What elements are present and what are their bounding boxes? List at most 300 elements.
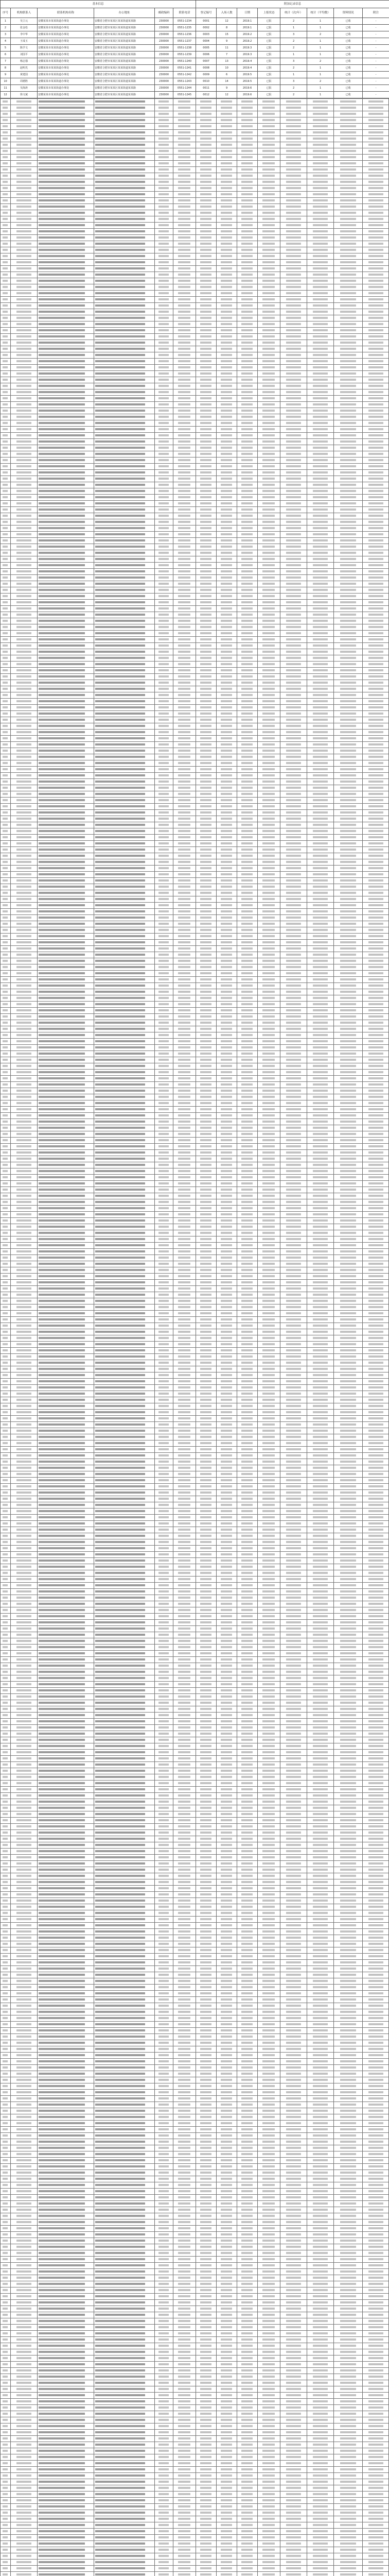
illegible-cell-text <box>221 1708 232 1710</box>
illegible-cell-text <box>340 898 356 900</box>
illegible-cell-text <box>178 1034 190 1036</box>
illegible-cell-text <box>221 1170 232 1172</box>
illegible-cell-text <box>262 342 275 344</box>
illegible-cell-text <box>241 1034 253 1036</box>
illegible-cell-text <box>158 335 169 337</box>
illegible-cell-text <box>200 1968 211 1970</box>
illegible-cell-text <box>221 1343 232 1345</box>
illegible-cell-text <box>241 1825 253 1827</box>
illegible-cell-text <box>340 1961 356 1963</box>
illegible-cell-text <box>340 1986 356 1988</box>
table-cell-reg: 0006 <box>196 52 217 58</box>
table-cell-phone: 0551-1241 <box>173 65 196 72</box>
illegible-cell-text <box>241 743 253 745</box>
illegible-cell-text <box>221 632 232 634</box>
illegible-cell-text <box>178 1374 190 1376</box>
illegible-cell-text <box>16 589 31 591</box>
illegible-cell-text <box>241 558 253 560</box>
illegible-cell-text <box>241 428 253 430</box>
illegible-cell-text <box>158 669 169 671</box>
illegible-cell-text <box>3 805 8 807</box>
illegible-cell-text <box>16 1782 31 1784</box>
illegible-cell-text <box>3 1974 8 1976</box>
illegible-cell-text <box>39 861 85 863</box>
illegible-cell-text <box>200 787 211 789</box>
illegible-cell-text <box>241 1665 253 1667</box>
illegible-cell-text <box>221 478 232 480</box>
illegible-cell-text <box>368 645 383 647</box>
illegible-cell-text <box>200 1226 211 1228</box>
illegible-cell-text <box>200 1022 211 1024</box>
illegible-cell-text <box>313 249 328 251</box>
illegible-cell-text <box>39 966 85 968</box>
illegible-cell-text <box>221 199 232 201</box>
illegible-cell-text <box>158 1930 169 1933</box>
illegible-cell-text <box>200 212 211 214</box>
illegible-cell-text <box>286 1794 301 1797</box>
grid-row-line <box>0 1984 389 1985</box>
illegible-cell-text <box>221 997 232 999</box>
illegible-cell-text <box>95 1090 145 1092</box>
illegible-cell-text <box>286 675 301 677</box>
illegible-cell-text <box>158 688 169 690</box>
table-cell-note: - <box>363 31 389 38</box>
illegible-cell-text <box>313 1535 328 1537</box>
illegible-cell-text <box>313 682 328 684</box>
illegible-cell-text <box>286 1584 301 1586</box>
illegible-cell-text <box>221 972 232 974</box>
illegible-cell-text <box>158 694 169 696</box>
illegible-cell-text <box>95 1300 145 1302</box>
illegible-cell-text <box>178 564 190 566</box>
grid-row-line <box>0 98 389 99</box>
illegible-cell-text <box>158 675 169 677</box>
illegible-cell-text <box>221 317 232 319</box>
table-cell-org: 安徽某某市某某街道办事处 <box>38 85 94 92</box>
illegible-cell-text <box>200 1819 211 1821</box>
illegible-cell-text <box>241 1844 253 1846</box>
illegible-cell-text <box>262 298 275 300</box>
illegible-cell-text <box>3 904 8 906</box>
illegible-cell-text <box>95 440 145 443</box>
illegible-cell-text <box>286 2023 301 2025</box>
illegible-cell-text <box>95 1986 145 1988</box>
illegible-cell-text <box>39 1145 85 1147</box>
illegible-cell-text <box>340 2054 356 2056</box>
illegible-cell-text <box>221 682 232 684</box>
illegible-cell-text <box>200 533 211 535</box>
illegible-cell-text <box>313 1615 328 1617</box>
illegible-cell-text <box>241 1083 253 1086</box>
illegible-cell-text <box>286 138 301 140</box>
illegible-cell-text <box>200 509 211 511</box>
illegible-cell-text <box>158 100 169 103</box>
grid-row-line <box>0 605 389 606</box>
illegible-cell-text <box>313 199 328 201</box>
illegible-cell-text <box>221 1374 232 1376</box>
illegible-cell-text <box>158 243 169 245</box>
illegible-cell-text <box>262 737 275 739</box>
illegible-cell-text <box>313 1485 328 1487</box>
illegible-cell-text <box>16 1423 31 1426</box>
illegible-cell-text <box>39 1189 85 1191</box>
illegible-cell-text <box>95 1881 145 1883</box>
column-header: 办公地址 <box>94 8 155 18</box>
illegible-cell-text <box>368 657 383 659</box>
illegible-cell-text <box>340 917 356 919</box>
illegible-cell-text <box>39 1578 85 1580</box>
illegible-cell-text <box>3 1374 8 1376</box>
illegible-cell-text <box>95 688 145 690</box>
illegible-cell-text <box>262 595 275 597</box>
illegible-cell-text <box>286 842 301 844</box>
illegible-cell-text <box>286 1362 301 1364</box>
table-cell-addr: 安徽省合肥市某某区某某街道某某路 <box>94 52 155 58</box>
illegible-cell-text <box>368 799 383 801</box>
illegible-cell-text <box>3 1121 8 1123</box>
illegible-cell-text <box>3 434 8 436</box>
illegible-cell-text <box>95 1436 145 1438</box>
illegible-cell-text <box>200 626 211 628</box>
illegible-cell-text <box>158 1937 169 1939</box>
illegible-cell-text <box>286 2042 301 2044</box>
illegible-cell-text <box>95 614 145 616</box>
illegible-cell-text <box>313 626 328 628</box>
illegible-cell-text <box>16 1201 31 1203</box>
illegible-cell-text <box>241 638 253 640</box>
illegible-cell-text <box>368 329 383 331</box>
illegible-cell-text <box>39 304 85 307</box>
table-cell-phone: 0551-1238 <box>173 45 196 52</box>
illegible-cell-text <box>3 1609 8 1611</box>
table-cell-contact: 黄建国 <box>11 72 38 78</box>
illegible-cell-text <box>16 966 31 968</box>
illegible-cell-text <box>368 719 383 721</box>
illegible-cell-text <box>368 564 383 566</box>
grid-row-line <box>0 1848 389 1849</box>
illegible-cell-text <box>313 100 328 103</box>
illegible-cell-text <box>262 162 275 164</box>
illegible-cell-text <box>3 1900 8 1902</box>
illegible-cell-text <box>262 1386 275 1388</box>
illegible-cell-text <box>241 527 253 529</box>
illegible-cell-text <box>158 1986 169 1988</box>
illegible-cell-text <box>340 311 356 313</box>
illegible-cell-text <box>200 818 211 820</box>
grid-row-line <box>0 537 389 538</box>
illegible-cell-text <box>262 1770 275 1772</box>
illegible-cell-text <box>262 706 275 708</box>
illegible-cell-text <box>200 342 211 344</box>
illegible-cell-text <box>39 131 85 133</box>
illegible-cell-text <box>241 1219 253 1222</box>
illegible-cell-text <box>16 1869 31 1871</box>
illegible-cell-text <box>16 428 31 430</box>
illegible-cell-text <box>158 1492 169 1494</box>
illegible-cell-text <box>16 1362 31 1364</box>
illegible-cell-text <box>3 589 8 591</box>
illegible-cell-text <box>340 1560 356 1562</box>
illegible-cell-text <box>241 521 253 523</box>
illegible-cell-text <box>39 1257 85 1259</box>
illegible-cell-text <box>286 1300 301 1302</box>
illegible-cell-text <box>200 168 211 171</box>
illegible-cell-text <box>200 1615 211 1617</box>
illegible-cell-text <box>178 236 190 239</box>
illegible-cell-text <box>368 1244 383 1246</box>
table-cell-status: 已报 <box>258 78 280 85</box>
illegible-cell-text <box>158 713 169 715</box>
illegible-cell-text <box>286 453 301 455</box>
illegible-cell-text <box>241 416 253 418</box>
illegible-cell-text <box>221 267 232 269</box>
illegible-cell-text <box>313 280 328 282</box>
illegible-cell-text <box>286 731 301 733</box>
illegible-cell-text <box>262 1102 275 1104</box>
illegible-cell-text <box>158 638 169 640</box>
illegible-cell-text <box>286 743 301 745</box>
illegible-cell-text <box>95 1492 145 1494</box>
illegible-cell-text <box>95 589 145 591</box>
illegible-cell-text <box>178 879 190 882</box>
illegible-cell-text <box>95 218 145 220</box>
illegible-cell-text <box>95 577 145 579</box>
illegible-cell-text <box>286 793 301 795</box>
illegible-cell-text <box>340 1838 356 1840</box>
illegible-cell-text <box>368 1003 383 1005</box>
illegible-cell-text <box>340 731 356 733</box>
illegible-cell-text <box>368 1640 383 1642</box>
illegible-cell-text <box>241 1869 253 1871</box>
table-cell-doc: 已收 <box>334 52 363 58</box>
illegible-cell-text <box>158 168 169 171</box>
illegible-cell-text <box>368 1374 383 1376</box>
illegible-cell-text <box>16 811 31 814</box>
illegible-cell-text <box>158 861 169 863</box>
illegible-cell-text <box>3 595 8 597</box>
illegible-cell-text <box>340 1467 356 1469</box>
illegible-cell-text <box>368 1516 383 1518</box>
illegible-cell-text <box>158 360 169 362</box>
grid-column-line <box>154 98 155 2576</box>
illegible-cell-text <box>313 150 328 152</box>
illegible-cell-text <box>286 1937 301 1939</box>
illegible-cell-text <box>221 1003 232 1005</box>
illegible-cell-text <box>313 459 328 461</box>
illegible-cell-text <box>16 1300 31 1302</box>
illegible-cell-text <box>241 212 253 214</box>
illegible-cell-text <box>286 632 301 634</box>
illegible-cell-text <box>241 1448 253 1450</box>
illegible-cell-text <box>158 879 169 882</box>
illegible-cell-text <box>221 206 232 208</box>
table-cell-reg: 0007 <box>196 58 217 65</box>
illegible-cell-text <box>39 1300 85 1302</box>
illegible-cell-text <box>368 855 383 857</box>
table-cell-freq: 2 <box>280 45 307 52</box>
illegible-cell-text <box>340 589 356 591</box>
illegible-cell-text <box>340 1566 356 1568</box>
illegible-cell-text <box>200 156 211 158</box>
illegible-cell-text <box>340 1887 356 1889</box>
illegible-cell-text <box>39 1158 85 1160</box>
illegible-cell-text <box>286 1887 301 1889</box>
illegible-cell-text <box>313 713 328 715</box>
illegible-cell-text <box>95 1535 145 1537</box>
illegible-cell-text <box>16 224 31 226</box>
illegible-cell-text <box>241 385 253 387</box>
illegible-cell-text <box>221 119 232 121</box>
illegible-cell-text <box>39 1423 85 1426</box>
illegible-cell-text <box>3 447 8 449</box>
illegible-cell-text <box>200 849 211 851</box>
illegible-cell-text <box>3 1498 8 1500</box>
illegible-cell-text <box>16 1318 31 1320</box>
illegible-cell-text <box>368 1658 383 1660</box>
illegible-cell-text <box>200 125 211 127</box>
illegible-cell-text <box>39 1083 85 1086</box>
illegible-cell-text <box>340 1090 356 1092</box>
illegible-cell-text <box>368 947 383 950</box>
illegible-cell-text <box>262 1510 275 1512</box>
illegible-cell-text <box>16 1454 31 1456</box>
illegible-cell-text <box>178 1578 190 1580</box>
illegible-cell-text <box>313 1751 328 1753</box>
table-cell-count: 12 <box>217 92 237 98</box>
illegible-cell-text <box>262 193 275 195</box>
illegible-cell-text <box>200 243 211 245</box>
illegible-cell-text <box>221 1726 232 1728</box>
illegible-cell-text <box>16 1498 31 1500</box>
illegible-cell-text <box>262 1201 275 1203</box>
illegible-cell-text <box>39 1788 85 1790</box>
illegible-cell-text <box>158 1213 169 1215</box>
illegible-cell-text <box>95 236 145 239</box>
illegible-cell-text <box>16 607 31 609</box>
illegible-cell-text <box>16 849 31 851</box>
illegible-cell-text <box>313 830 328 832</box>
illegible-cell-text <box>95 1634 145 1636</box>
illegible-cell-text <box>286 428 301 430</box>
illegible-cell-text <box>200 768 211 770</box>
illegible-cell-text <box>368 453 383 455</box>
illegible-cell-text <box>200 1158 211 1160</box>
illegible-cell-text <box>39 589 85 591</box>
illegible-cell-text <box>200 348 211 350</box>
illegible-cell-text <box>158 898 169 900</box>
illegible-cell-text <box>221 638 232 640</box>
grid-row-line <box>0 500 389 501</box>
illegible-cell-text <box>16 1794 31 1797</box>
illegible-cell-text <box>286 1232 301 1234</box>
illegible-cell-text <box>368 144 383 146</box>
illegible-cell-text <box>313 855 328 857</box>
illegible-cell-text <box>241 539 253 541</box>
illegible-cell-text <box>286 2029 301 2031</box>
illegible-cell-text <box>16 1566 31 1568</box>
illegible-cell-text <box>39 1250 85 1252</box>
illegible-cell-text <box>95 1751 145 1753</box>
illegible-cell-text <box>241 1708 253 1710</box>
table-cell-note: - <box>363 65 389 72</box>
illegible-cell-text <box>262 1900 275 1902</box>
illegible-cell-text <box>200 496 211 498</box>
illegible-cell-text <box>221 397 232 399</box>
table-cell-org: 安徽某某市某某街道办事处 <box>38 72 94 78</box>
illegible-cell-text <box>241 199 253 201</box>
table-cell-status: 已报 <box>258 65 280 72</box>
illegible-cell-text <box>368 750 383 752</box>
illegible-cell-text <box>39 1621 85 1623</box>
illegible-cell-text <box>313 546 328 548</box>
illegible-cell-text <box>221 1393 232 1395</box>
illegible-cell-text <box>262 1269 275 1271</box>
illegible-cell-text <box>178 1702 190 1704</box>
illegible-cell-text <box>178 1665 190 1667</box>
table-cell-freq: 1 <box>280 52 307 58</box>
illegible-cell-text <box>241 1590 253 1592</box>
illegible-cell-text <box>178 1368 190 1370</box>
illegible-cell-text <box>39 422 85 424</box>
illegible-cell-text <box>16 342 31 344</box>
illegible-cell-text <box>286 645 301 647</box>
illegible-cell-text <box>262 502 275 504</box>
illegible-cell-text <box>16 1640 31 1642</box>
illegible-cell-text <box>158 941 169 943</box>
illegible-cell-text <box>221 657 232 659</box>
illegible-cell-text <box>286 1696 301 1698</box>
illegible-cell-text <box>3 910 8 912</box>
illegible-cell-text <box>340 107 356 109</box>
table-cell-avg: 1 <box>307 25 334 31</box>
illegible-cell-text <box>95 1566 145 1568</box>
illegible-cell-text <box>200 218 211 220</box>
illegible-cell-text <box>241 1516 253 1518</box>
illegible-cell-text <box>200 1646 211 1648</box>
illegible-cell-text <box>221 125 232 127</box>
illegible-cell-text <box>313 564 328 566</box>
illegible-cell-text <box>340 892 356 894</box>
illegible-cell-text <box>95 954 145 956</box>
illegible-cell-text <box>241 824 253 826</box>
illegible-cell-text <box>39 595 85 597</box>
illegible-cell-text <box>313 1467 328 1469</box>
illegible-cell-text <box>262 935 275 937</box>
illegible-cell-text <box>39 787 85 789</box>
illegible-cell-text <box>368 818 383 820</box>
illegible-cell-text <box>221 1689 232 1691</box>
illegible-cell-text <box>313 107 328 109</box>
illegible-cell-text <box>262 1207 275 1209</box>
illegible-cell-text <box>340 1862 356 1865</box>
illegible-cell-text <box>241 1510 253 1512</box>
illegible-cell-text <box>16 1801 31 1803</box>
illegible-cell-text <box>313 212 328 214</box>
illegible-cell-text <box>221 1529 232 1531</box>
illegible-cell-text <box>368 1127 383 1129</box>
illegible-cell-text <box>3 1689 8 1691</box>
illegible-cell-text <box>262 1918 275 1920</box>
illegible-cell-text <box>178 138 190 140</box>
illegible-cell-text <box>178 1312 190 1314</box>
illegible-cell-text <box>241 298 253 300</box>
illegible-cell-text <box>95 1906 145 1908</box>
illegible-cell-text <box>16 614 31 616</box>
illegible-cell-text <box>313 1906 328 1908</box>
illegible-cell-text <box>200 1949 211 1951</box>
illegible-cell-text <box>340 168 356 171</box>
illegible-cell-text <box>200 1689 211 1691</box>
